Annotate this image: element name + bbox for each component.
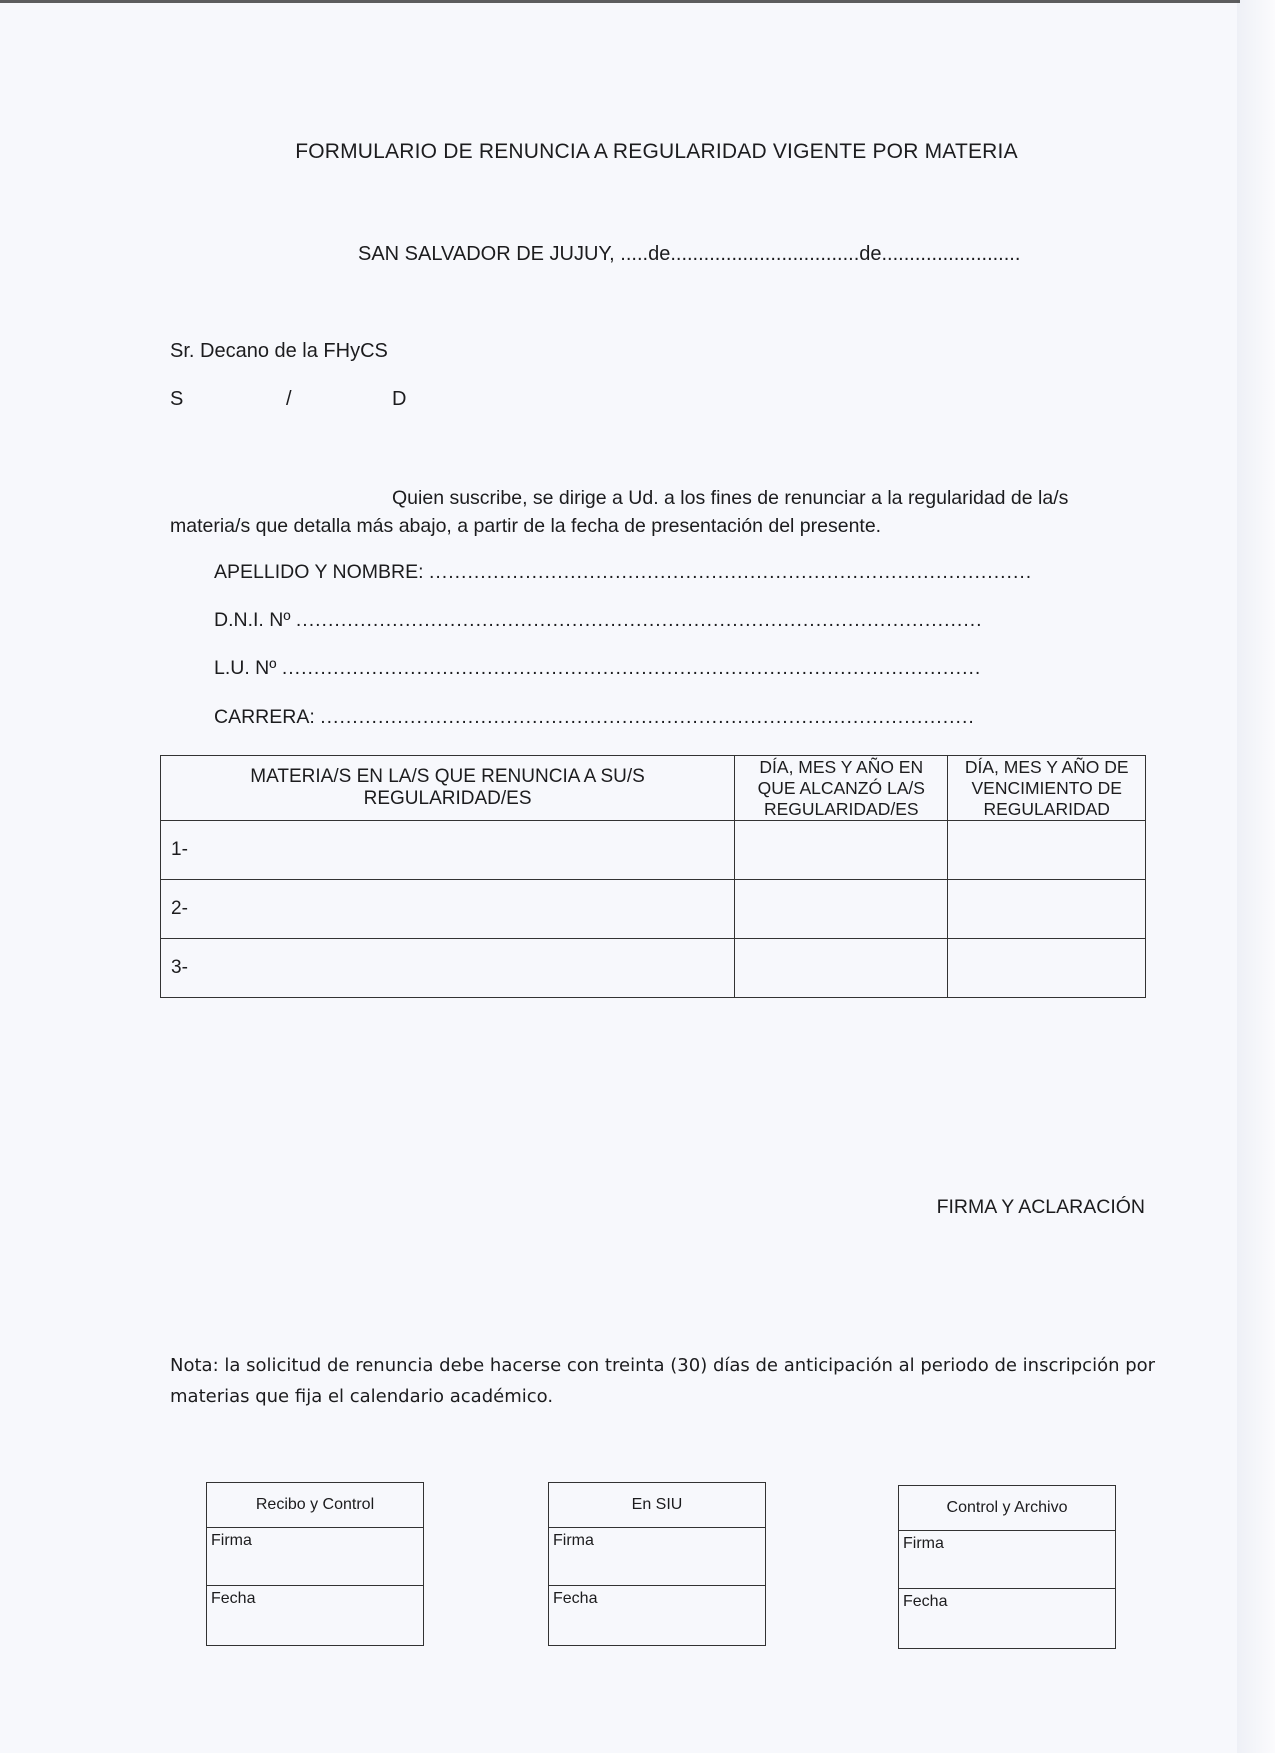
subjects-table [160,755,1146,998]
box-title: En SIU [549,1483,765,1528]
box-fecha[interactable]: Fecha [207,1585,423,1646]
field-carrera-dots: ...................................................................................................... [320,706,975,728]
row-2-expiry[interactable] [948,880,1146,939]
box-en-siu [548,1482,766,1646]
row-1-date-reached[interactable] [735,821,948,880]
box-recibo-control [206,1482,424,1646]
date-line: SAN SALVADOR DE JUJUY, .....de..................................de......................... [358,243,1021,265]
field-lu[interactable] [214,657,981,680]
signature-label: FIRMA Y ACLARACIÓN [936,1196,1145,1218]
table-row [161,939,1146,998]
row-3-date-reached[interactable] [735,939,948,998]
field-name-dots: .............................................................................................. [428,561,1033,583]
row-2-subject[interactable]: 2- [161,880,735,939]
field-lu-label: L.U. Nº [214,657,277,679]
sd-slash: / [286,388,292,410]
field-dni[interactable] [214,609,983,632]
salutation: Sr. Decano de la FHyCS [170,340,388,362]
box-control-archivo [898,1485,1116,1649]
header-expiry-date: DÍA, MES Y AÑO DE VENCIMIENTO DE REGULARIDAD [948,756,1146,821]
row-1-subject[interactable]: 1- [161,821,735,880]
box-title: Control y Archivo [899,1486,1115,1531]
box-firma[interactable]: Firma [903,1535,944,1552]
field-carrera-label: CARRERA: [214,706,315,728]
box-fecha[interactable]: Fecha [899,1588,1115,1649]
field-carrera[interactable] [214,706,975,729]
header-subjects: MATERIA/S EN LA/S QUE RENUNCIA A SU/S REGULARIDAD/ES [161,756,735,821]
intro-line-1: Quien suscribe, se dirige a Ud. a los fines de renunciar a la regularidad de la/s [392,487,1069,509]
box-title: Recibo y Control [207,1483,423,1528]
field-dni-label: D.N.I. Nº [214,609,291,631]
table-header-row [161,756,1146,821]
form-title: FORMULARIO DE RENUNCIA A REGULARIDAD VIGENTE POR MATERIA [295,140,1018,163]
top-edge-line [0,0,1240,3]
field-name[interactable] [214,561,1032,584]
field-lu-dots: ............................................................................................................. [281,657,982,679]
intro-line-2: materia/s que detalla más abajo, a partir de la fecha de presentación del presente. [170,515,882,537]
box-fecha[interactable]: Fecha [549,1585,765,1646]
row-1-expiry[interactable] [948,821,1146,880]
field-dni-dots: ........................................................................................................... [295,609,983,631]
page-edge [1237,0,1275,1753]
box-firma[interactable]: Firma [553,1532,594,1549]
table-row [161,821,1146,880]
row-2-date-reached[interactable] [735,880,948,939]
header-date-reached: DÍA, MES Y AÑO EN QUE ALCANZÓ LA/S REGULARIDAD/ES [735,756,948,821]
table-row [161,880,1146,939]
box-firma[interactable]: Firma [211,1532,252,1549]
field-name-label: APELLIDO Y NOMBRE: [214,561,424,583]
row-3-expiry[interactable] [948,939,1146,998]
row-3-subject[interactable]: 3- [161,939,735,998]
sd-d: D [392,388,407,410]
intro-paragraph [170,484,1130,540]
note-text: Nota: la solicitud de renuncia debe hacerse con treinta (30) días de anticipación al periodo de inscripción por materias que fija el calendario académico. [170,1355,1156,1407]
sd-s: S [170,388,184,410]
